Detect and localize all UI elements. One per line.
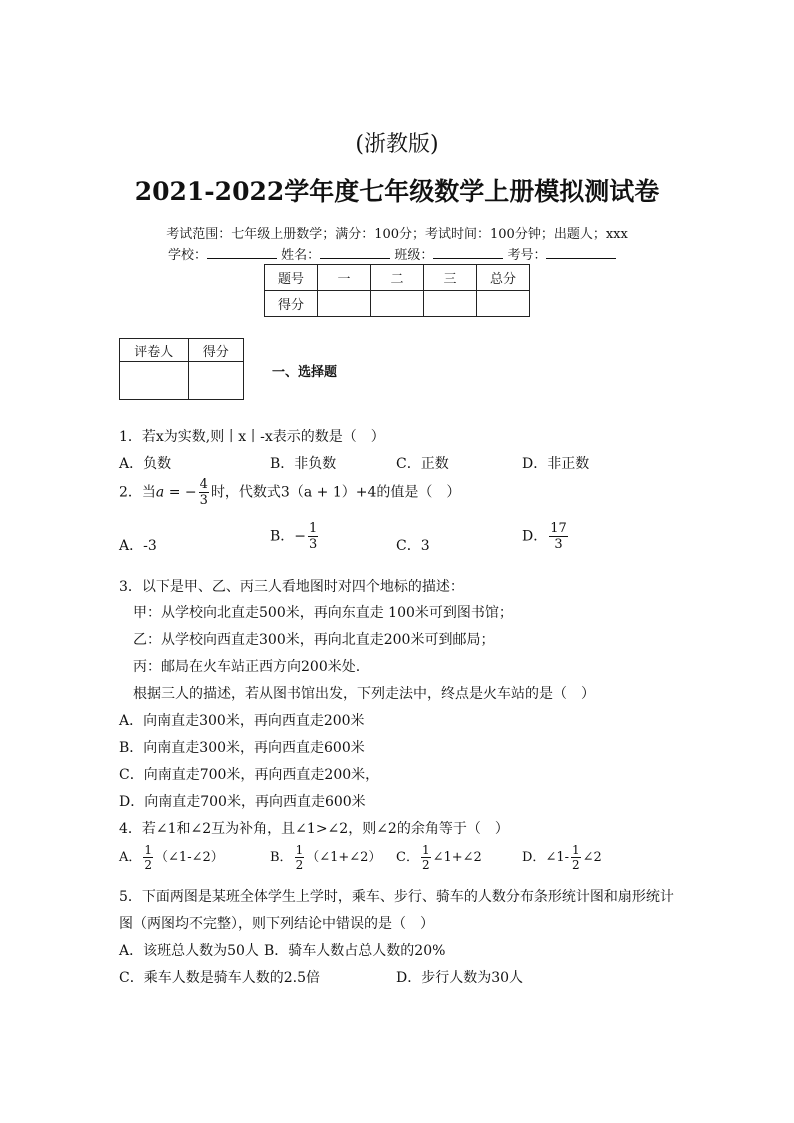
q3-option-c[interactable]: C．向南直走700米，再向西直走200米，	[119, 767, 380, 783]
q1-option-c[interactable]: C．正数	[396, 456, 449, 472]
q2-b-label: B．	[270, 528, 295, 545]
q1-option-a[interactable]: A．负数	[119, 456, 172, 472]
q1-option-b[interactable]: B．非负数	[270, 456, 337, 472]
q4-option-d[interactable]	[522, 844, 602, 871]
q4-a-den: 2	[144, 858, 153, 872]
q4-b-fraction	[295, 844, 305, 871]
score-header-cell: 三	[424, 265, 477, 291]
score-cell[interactable]	[318, 291, 371, 317]
edition-label: (浙教版)	[355, 132, 439, 157]
section-title: 一、选择题	[272, 365, 338, 380]
score-header-cell: 二	[371, 265, 424, 291]
school-label: 学校：	[168, 248, 208, 263]
q2-b-fraction	[308, 522, 318, 551]
grader-header-cell: 得分	[188, 339, 244, 362]
q5-option-d[interactable]: D．步行人数为30人	[396, 970, 524, 986]
q4-c-fraction	[421, 844, 431, 871]
q1-option-d[interactable]: D．非正数	[522, 456, 590, 472]
q2-var: a	[155, 484, 165, 501]
score-header-cell: 题号	[265, 265, 318, 291]
q2-b-num: 1	[309, 521, 318, 536]
score-table	[264, 264, 530, 317]
score-cell[interactable]	[424, 291, 477, 317]
q2-stem-pre: 2．当	[119, 484, 156, 501]
q5-line1: 5．下面两图是某班全体学生上学时，乘车、步行、骑车的人数分布条形统计图和扇形统计	[119, 889, 674, 905]
grader-table	[119, 338, 244, 400]
q3-bing: 丙：邮局在火车站正西方向200米处.	[133, 659, 361, 675]
q4-b-label: B．	[270, 850, 293, 865]
q4-b-den: 2	[295, 858, 304, 872]
q2-option-b[interactable]	[270, 522, 320, 551]
score-header-cell: 一	[318, 265, 371, 291]
q2-d-label: D．	[522, 528, 548, 545]
q4-option-b[interactable]	[270, 844, 381, 871]
q4-c-post: ∠1+∠2	[432, 850, 482, 865]
score-row-label: 得分	[265, 291, 318, 317]
q3-option-b[interactable]: B．向南直走300米，再向西直走600米	[119, 740, 365, 756]
q2-stem	[119, 478, 460, 507]
q4-d-post: ∠2	[582, 850, 602, 865]
student-fields	[168, 244, 616, 263]
q2-eq: = −	[164, 484, 197, 501]
q4-a-fraction	[143, 844, 153, 871]
q2-option-c[interactable]: C．3	[396, 538, 430, 554]
score-header-cell: 总分	[477, 265, 530, 291]
q2-d-fraction	[549, 522, 568, 551]
q4-c-label: C．	[396, 850, 419, 865]
q4-d-fraction	[571, 844, 581, 871]
q2-d-den: 3	[554, 537, 563, 552]
score-cell[interactable]	[477, 291, 530, 317]
q2-frac-den: 3	[199, 493, 208, 508]
q3-jia: 甲：从学校向北直走500米，再向东直走 100米可到图书馆；	[133, 605, 513, 621]
q4-d-label: D．	[522, 850, 546, 865]
q3-option-a[interactable]: A．向南直走300米，再向西直走200米	[119, 713, 365, 729]
q3-yi: 乙：从学校向西直走300米，再向北直走200米可到邮局；	[133, 632, 495, 648]
q4-option-c[interactable]	[396, 844, 482, 871]
q5-option-c[interactable]: C．乘车人数是骑车人数的2.5倍	[119, 970, 320, 986]
class-label: 班级：	[394, 248, 434, 263]
grader-cell[interactable]	[188, 362, 244, 400]
number-label: 考号：	[507, 248, 547, 263]
q4-stem: 4．若∠1和∠2互为补角，且∠1>∠2，则∠2的余角等于（ ）	[119, 821, 509, 837]
q4-d-pre: ∠1-	[545, 850, 569, 865]
grader-header-cell: 评卷人	[120, 339, 189, 362]
number-blank[interactable]	[546, 246, 616, 259]
q2-b-den: 3	[309, 537, 318, 552]
q4-c-den: 2	[421, 858, 430, 872]
q4-a-post: （∠1-∠2）	[155, 850, 224, 865]
school-blank[interactable]	[207, 246, 277, 259]
class-blank[interactable]	[433, 246, 503, 259]
q4-a-num: 1	[144, 843, 153, 857]
name-blank[interactable]	[320, 246, 390, 259]
q5-option-a[interactable]: A．该班总人数为50人	[119, 943, 259, 959]
q3-option-d[interactable]: D．向南直走700米，再向西直走600米	[119, 794, 366, 810]
q2-option-a[interactable]: A．-3	[119, 538, 157, 554]
score-cell[interactable]	[371, 291, 424, 317]
grader-cell[interactable]	[120, 362, 189, 400]
q2-frac-num: 4	[199, 477, 208, 492]
q4-b-num: 1	[295, 843, 304, 857]
q4-d-den: 2	[572, 858, 580, 872]
q5-option-b[interactable]: B．骑车人数占总人数的20%	[264, 943, 446, 959]
q4-d-num: 1	[572, 843, 580, 857]
name-label: 姓名：	[281, 248, 321, 263]
q4-a-label: A．	[119, 850, 142, 865]
q5-line2: 图（两图均不完整），则下列结论中错误的是（ ）	[119, 916, 434, 932]
q3-ask: 根据三人的描述，若从图书馆出发，下列走法中，终点是火车站的是（ ）	[133, 686, 595, 702]
exam-info: 考试范围：七年级上册数学；满分：100分；考试时间：100分钟；出题人；xxx	[166, 227, 628, 242]
q3-stem: 3．以下是甲、乙、丙三人看地图时对四个地标的描述：	[119, 579, 464, 595]
q2-stem-post: 时，代数式3（a + 1）+4的值是（ ）	[210, 484, 461, 501]
q1-stem: 1．若x为实数,则丨x丨-x表示的数是（ ）	[119, 429, 385, 445]
q2-b-sign: −	[294, 528, 307, 545]
q2-d-num: 17	[550, 521, 567, 536]
q4-b-post: （∠1+∠2）	[306, 850, 382, 865]
q4-c-num: 1	[421, 843, 430, 857]
q4-option-a[interactable]	[119, 844, 224, 871]
page-title: 2021-2022学年度七年级数学上册模拟测试卷	[134, 177, 660, 206]
q2-fraction	[199, 478, 209, 507]
q2-option-d[interactable]	[522, 522, 570, 551]
